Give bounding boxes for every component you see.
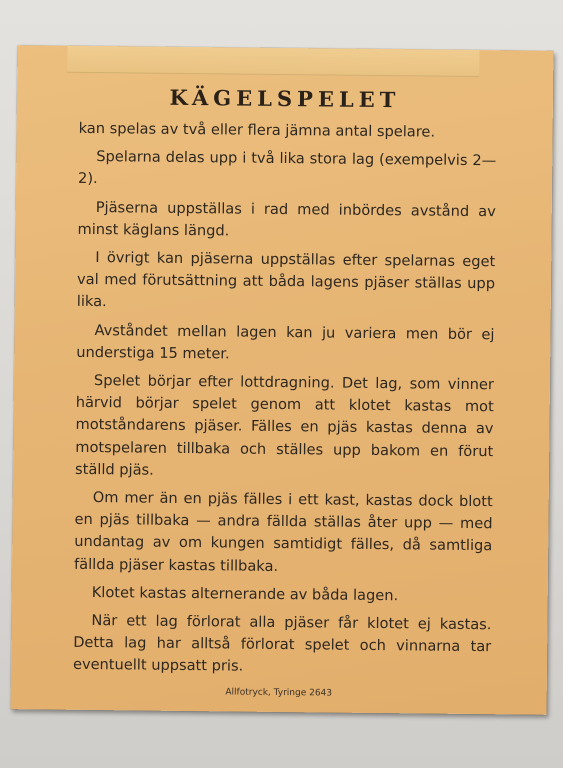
paragraph-4: I övrigt kan pjäserna uppställas efter spelarnas eget val med förutsättning att båda lagens pjäser ställas upp lika. [76, 249, 496, 311]
tape-strip [67, 46, 479, 77]
paragraph-6: Spelet börjar efter lottdragning. Det lag, som vinner härvid börjar spelet genom att klotet kastas mot motståndarens pjäser. Fälles en pjäs kastas denna av motspelaren tillbaka och ställes upp bakom en förut ställd pjäs. [74, 372, 495, 479]
paragraph-8: Klotet kastas alternerande av båda lagen. [91, 583, 399, 605]
paragraph-7: Om mer än en pjäs fälles i ett kast, kastas dock blott en pjäs tillbaka — andra fällda ställas åter upp — med undantag av om kungen samtidigt fälles, då samtliga fällda pjäser kastas tillbaka. [73, 489, 493, 575]
rules-card [11, 45, 554, 715]
paragraph-1: kan spelas av två eller flera jämna antal spelare. [78, 119, 436, 141]
paragraph-3: Pjäserna uppställas i rad med inbördes avstånd av minst käglans längd. [77, 198, 496, 240]
rules-text [73, 118, 497, 687]
document-title: KÄGELSPELET [169, 84, 401, 113]
paragraph-9: När ett lag förlorat alla pjäser får klotet ej kastas. Detta lag har alltså förlorat spelet och vinnarna tar eventuellt uppsatt pris. [72, 612, 492, 676]
paragraph-2: Spelarna delas upp i två lika stora lag (exempelvis 2—2). [78, 148, 497, 188]
printer-imprint: Allfotryck, Tyringe 2643 [225, 687, 333, 699]
paragraph-5: Avståndet mellan lagen kan ju variera men bör ej understiga 15 meter. [76, 321, 495, 363]
